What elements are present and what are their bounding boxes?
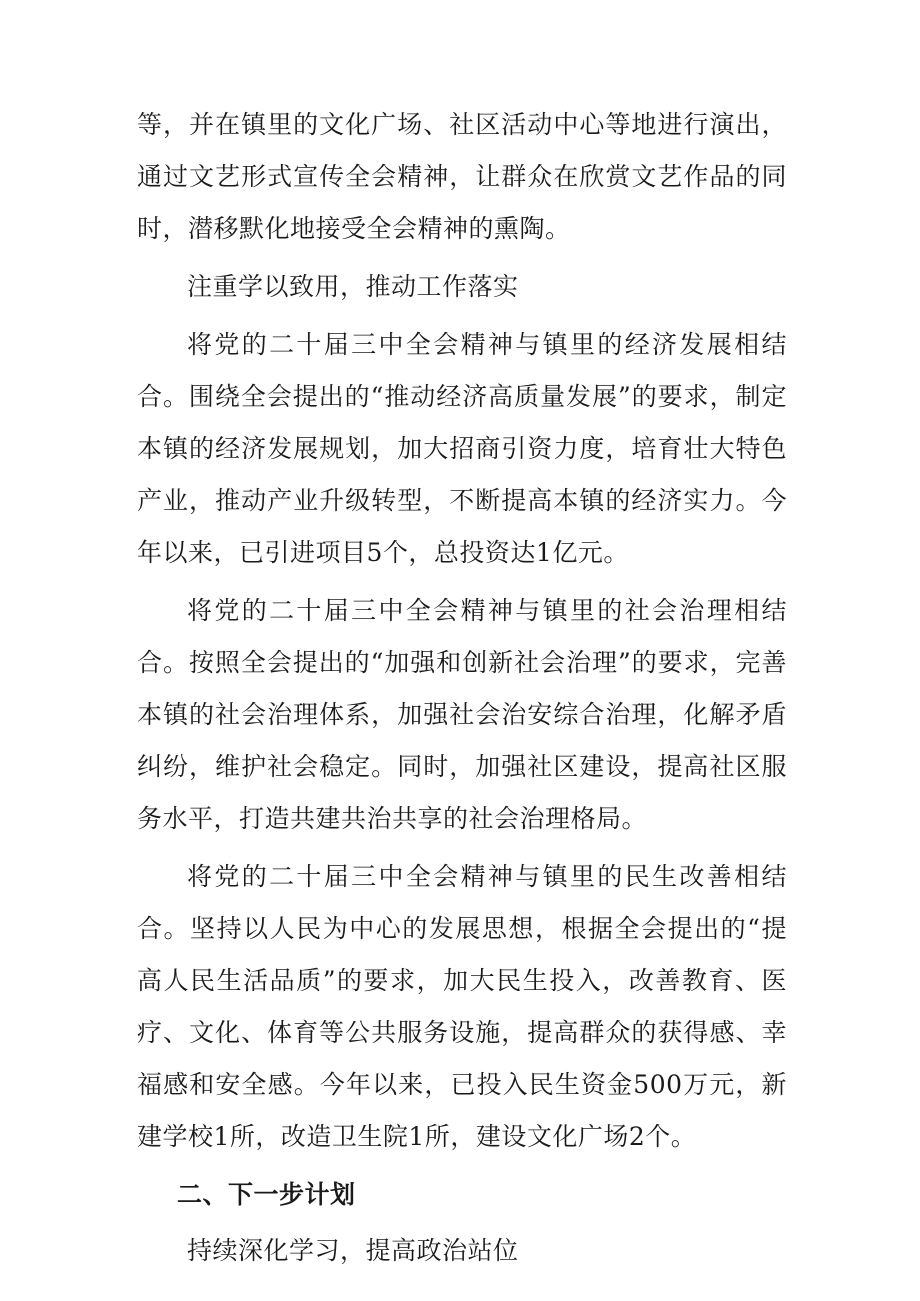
paragraph-social-governance: 将党的二十届三中全会精神与镇里的社会治理相结合。按照全会提出的“加强和创新社会治理”的要求，完善本镇的社会治理体系，加强社会治安综合治理，化解矛盾纠纷，维护社会稳定。同时，加强社区建设，提高社区服务水平，打造共建共治共享的社会治理格局。 <box>137 596 787 833</box>
subheading-deepen-study: 持续深化学习，提高政治站位 <box>187 1236 519 1265</box>
paragraph-continuation: 等，并在镇里的文化广场、社区活动中心等地进行演出，通过文艺形式宣传全会精神，让群众在欣赏文艺作品的同时，潜移默化地接受全会精神的熏陶。 <box>137 110 787 243</box>
subheading-apply-learning: 注重学以致用，推动工作落实 <box>187 272 519 301</box>
section-title-next-plan: 二、下一步计划 <box>177 1180 356 1209</box>
paragraph-economic-development: 将党的二十届三中全会精神与镇里的经济发展相结合。围绕全会提出的“推动经济高质量发展”的要求，制定本镇的经济发展规划，加大招商引资力度，培育壮大特色产业，推动产业升级转型，不断提高本镇的经济实力。今年以来，已引进项目5个，总投资达1亿元。 <box>137 330 787 567</box>
document-body <box>137 99 787 1283</box>
paragraph-livelihood-improvement: 将党的二十届三中全会精神与镇里的民生改善相结合。坚持以人民为中心的发展思想，根据全会提出的“提高人民生活品质”的要求，加大民生投入，改善教育、医疗、文化、体育等公共服务设施，提高群众的获得感、幸福感和安全感。今年以来，已投入民生资金500万元，新建学校1所，改造卫生院1所，建设文化广场2个。 <box>137 862 787 1151</box>
